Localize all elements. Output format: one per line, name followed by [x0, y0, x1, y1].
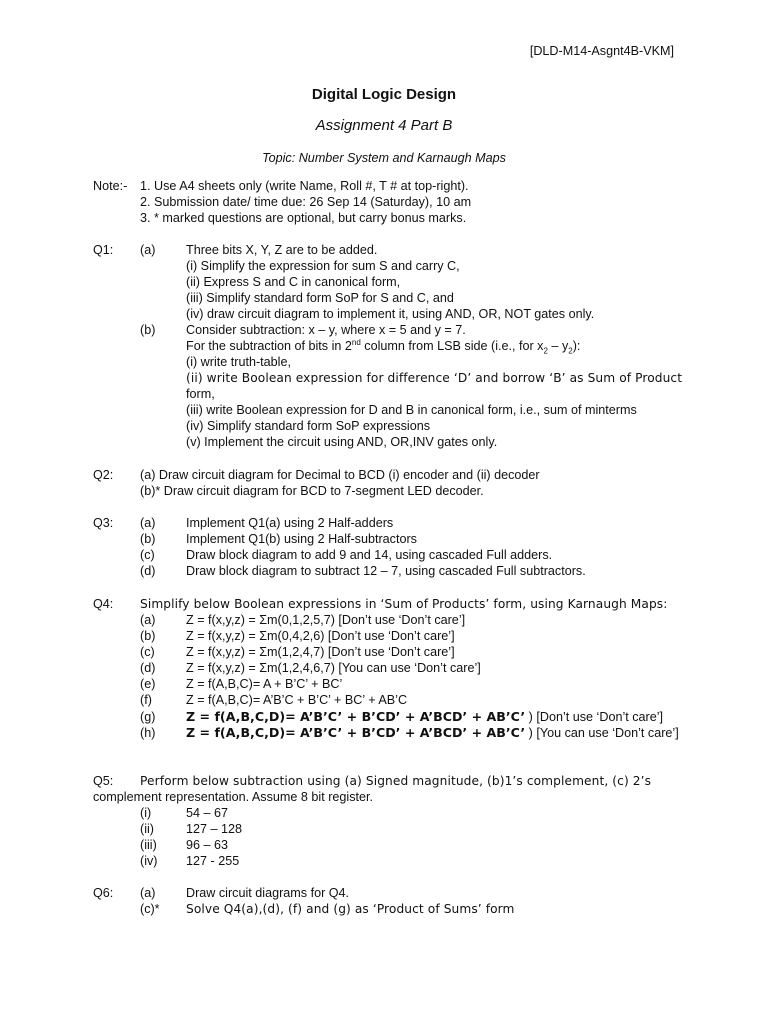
- q5-item: 54 – 67: [186, 806, 229, 820]
- q4-item: Z = f(A,B,C)= A’B’C + B’C’ + BC’ + AB’C: [186, 693, 408, 707]
- q5-intro: Perform below subtraction using (a) Signed magnitude, (b)1’s complement, (c) 2’s: [140, 774, 652, 788]
- q2-label: Q2:: [93, 468, 114, 482]
- q1-a-label: (a): [140, 243, 156, 257]
- topic-text: : Number System and Karnaugh Maps: [291, 151, 506, 165]
- q4-sub: (e): [140, 677, 156, 691]
- q4-item: Z = f(x,y,z) = Σm(1,2,4,7) [Don’t use ‘Don’t care’]: [186, 645, 455, 659]
- document-code: [DLD-M14-Asgnt4B-VKM]: [529, 44, 674, 58]
- q1-b-text: – y: [547, 339, 569, 353]
- q4-item: Z = f(x,y,z) = Σm(0,1,2,5,7) [Don’t use ‘Don’t care’]: [186, 613, 466, 627]
- q4-item: Z = f(x,y,z) = Σm(1,2,4,6,7) [You can use ‘Don’t care’]: [186, 661, 481, 675]
- q5-item: 127 – 128: [186, 822, 243, 836]
- q1-a-line: Three bits X, Y, Z are to be added.: [186, 243, 378, 257]
- q3-sub: (c): [140, 548, 155, 562]
- q3-sub: (d): [140, 564, 156, 578]
- q1-b-subscript: 2: [543, 346, 548, 356]
- q4-sub: (f): [140, 693, 152, 707]
- q4-sub: (b): [140, 629, 156, 643]
- q1-a-line: (iii) Simplify standard form SoP for S and C, and: [186, 291, 454, 305]
- q5-sub: (ii): [140, 822, 154, 836]
- q1-a-line: (i) Simplify the expression for sum S and carry C,: [186, 259, 460, 273]
- note-item: 2. Submission date/ time due: 26 Sep 14 (Saturday), 10 am: [140, 195, 472, 209]
- page-subtitle: Assignment 4 Part B: [315, 117, 453, 134]
- note-item: 1. Use A4 sheets only (write Name, Roll #, T # at top-right).: [140, 179, 469, 193]
- q1-b-text: ):: [572, 339, 581, 353]
- q4-item: [186, 709, 663, 725]
- q5-item: 96 – 63: [186, 838, 229, 852]
- q3-item: Draw block diagram to add 9 and 14, using cascaded Full adders.: [186, 548, 553, 562]
- q1-b-line: (iv) Simplify standard form SoP expressions: [186, 419, 431, 433]
- q6-item: Solve Q4(a),(d), (f) and (g) as ‘Product of Sums’ form: [186, 902, 515, 916]
- note-label: Note:-: [93, 179, 128, 193]
- q4-h-note: ) [You can use ‘Don’t care’]: [525, 726, 679, 740]
- q4-item: Z = f(A,B,C)= A + B’C’ + BC’: [186, 677, 343, 691]
- q5-intro: complement representation. Assume 8 bit register.: [93, 790, 374, 804]
- q1-b-line: (v) Implement the circuit using AND, OR,INV gates only.: [186, 435, 498, 449]
- q2-line: (b)* Draw circuit diagram for BCD to 7-segment LED decoder.: [140, 484, 484, 498]
- q4-sub: (c): [140, 645, 155, 659]
- q1-b-label: (b): [140, 323, 156, 337]
- q1-label: Q1:: [93, 243, 114, 257]
- q5-sub: (iv): [140, 854, 158, 868]
- q4-g-note: ) [Don’t use ‘Don’t care’]: [525, 710, 664, 724]
- q3-label: Q3:: [93, 516, 114, 530]
- q1-b-line: form,: [186, 387, 215, 401]
- q6-label: Q6:: [93, 886, 114, 900]
- q4-h-expression: Z = f(A,B,C,D)= A’B’C’ + B’CD’ + A’BCD’ + AB’C’: [186, 725, 526, 740]
- q5-sub: (iii): [140, 838, 157, 852]
- q4-sub: (h): [140, 726, 156, 740]
- q3-item: Implement Q1(b) using 2 Half-subtractors: [186, 532, 417, 546]
- q1-b-subscript: 2: [568, 346, 573, 356]
- q3-item: Draw block diagram to subtract 12 – 7, using cascaded Full subtractors.: [186, 564, 586, 578]
- q2-line: (a) Draw circuit diagram for Decimal to BCD (i) encoder and (ii) decoder: [140, 468, 540, 482]
- q4-sub: (d): [140, 661, 156, 675]
- q3-item: Implement Q1(a) using 2 Half-adders: [186, 516, 394, 530]
- q1-b-line: (iii) write Boolean expression for D and B in canonical form, i.e., sum of minterms: [186, 403, 637, 417]
- q1-b-sup: nd: [351, 337, 361, 347]
- note-item: 3. * marked questions are optional, but carry bonus marks.: [140, 211, 467, 225]
- q1-b-text: column from LSB side (i.e., for x: [360, 339, 544, 353]
- q5-item: 127 - 255: [186, 854, 240, 868]
- q3-sub: (b): [140, 532, 156, 546]
- q6-item: Draw circuit diagrams for Q4.: [186, 886, 350, 900]
- page-title: Digital Logic Design: [311, 86, 457, 103]
- q1-a-line: (iv) draw circuit diagram to implement it, using AND, OR, NOT gates only.: [186, 307, 595, 321]
- q1-b-line: Consider subtraction: x – y, where x = 5 and y = 7.: [186, 323, 466, 337]
- topic-line: [0, 150, 768, 166]
- q4-label: Q4:: [93, 597, 114, 611]
- q1-b-text: For the subtraction of bits in 2: [186, 339, 352, 353]
- q4-sub: (g): [140, 710, 156, 724]
- q6-sub: (c)*: [140, 902, 160, 916]
- q1-b-line: (i) write truth-table,: [186, 355, 291, 369]
- q3-sub: (a): [140, 516, 156, 530]
- q4-sub: (a): [140, 613, 156, 627]
- topic-label: Topic: [262, 151, 292, 165]
- q5-sub: (i): [140, 806, 152, 820]
- q4-item: Z = f(x,y,z) = Σm(0,4,2,6) [Don’t use ‘Don’t care’]: [186, 629, 455, 643]
- q5-label: Q5:: [93, 774, 114, 788]
- q6-sub: (a): [140, 886, 156, 900]
- q1-a-line: (ii) Express S and C in canonical form,: [186, 275, 401, 289]
- q4-item: [186, 725, 679, 741]
- q4-intro: Simplify below Boolean expressions in ‘Sum of Products’ form, using Karnaugh Maps:: [140, 597, 668, 611]
- q1-b-line: [186, 338, 580, 354]
- q1-b-line: (ii) write Boolean expression for difference ‘D’ and borrow ‘B’ as Sum of Product: [186, 371, 683, 385]
- q4-g-expression: Z = f(A,B,C,D)= A’B’C’ + B’CD’ + A’BCD’ + AB’C’: [186, 709, 526, 724]
